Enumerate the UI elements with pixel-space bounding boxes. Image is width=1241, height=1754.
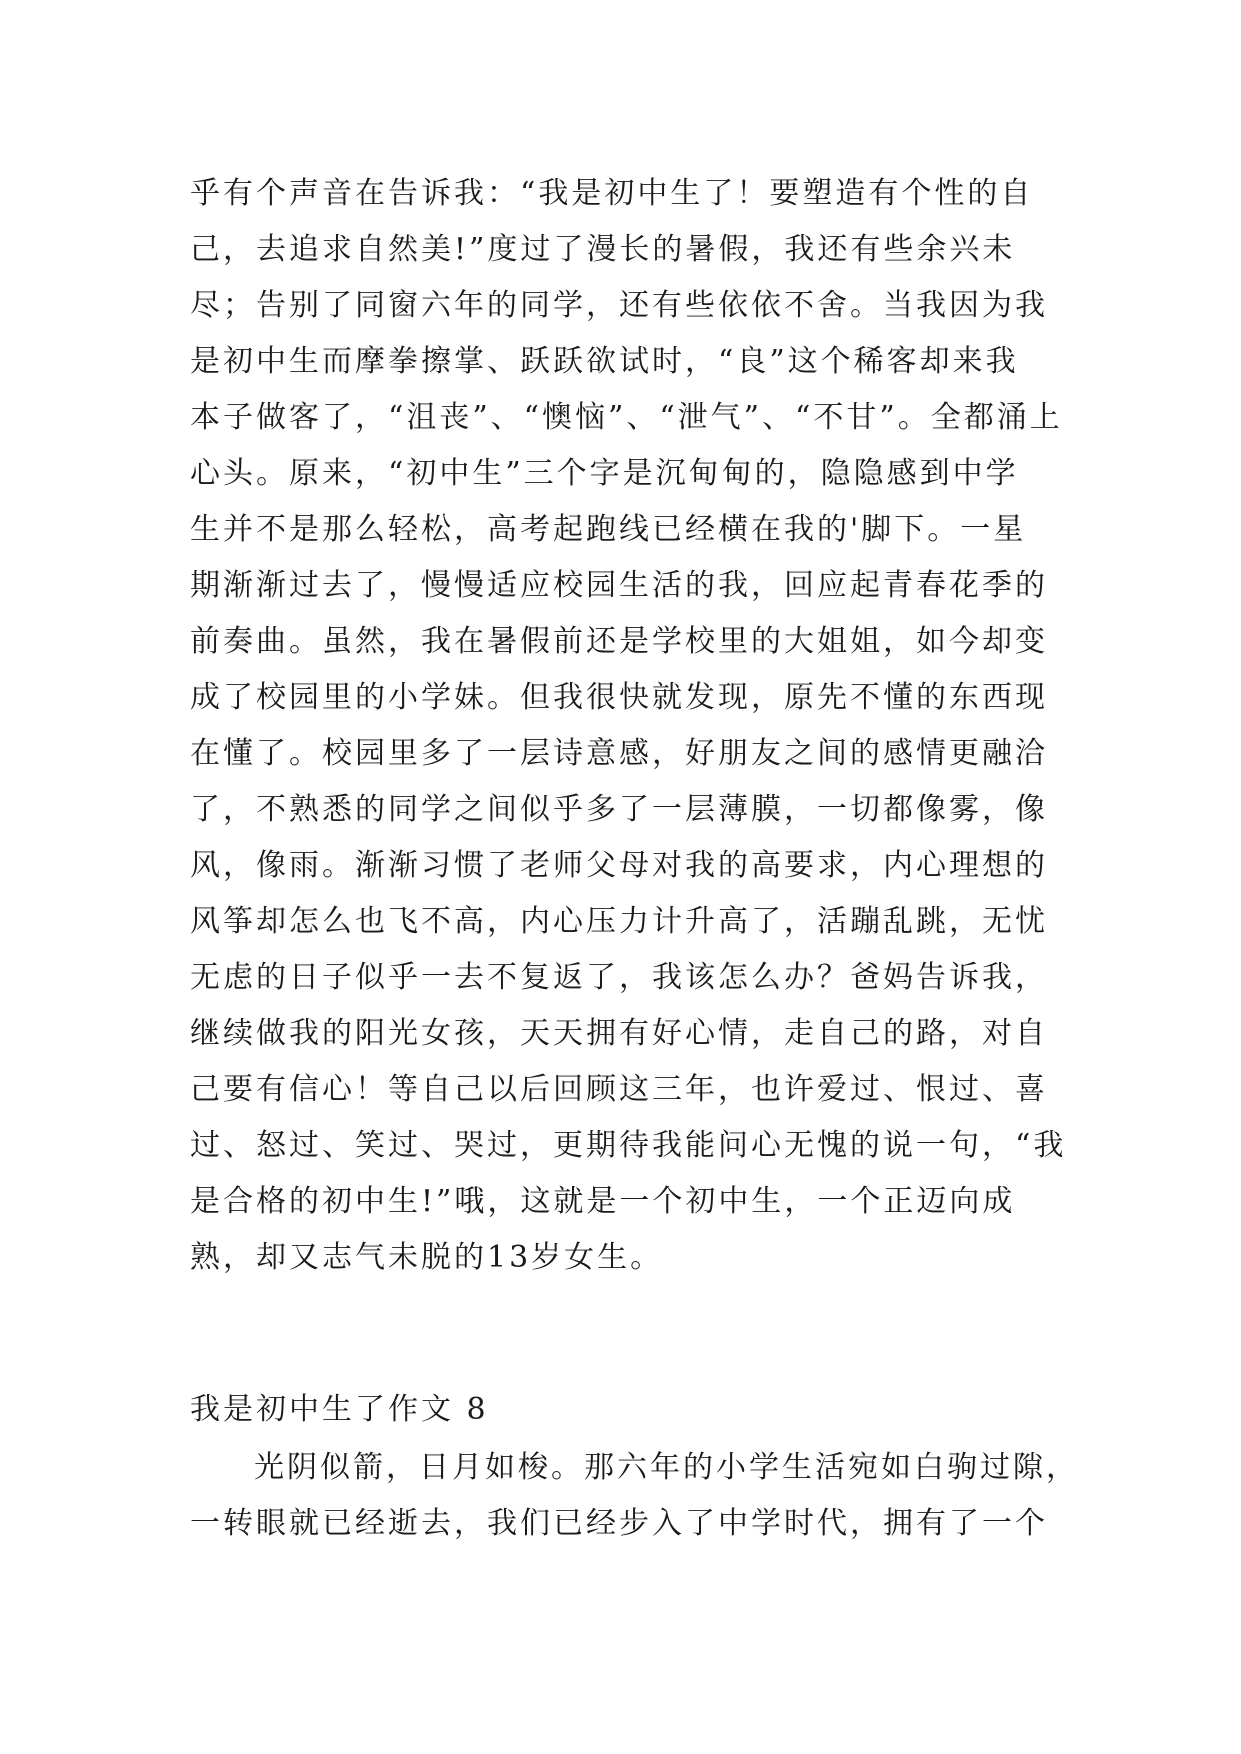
text-line: 在懂了。校园里多了一层诗意感，好朋友之间的感情更融洽 [190, 736, 1048, 771]
text-line: 光阴似箭，日月如梭。那六年的小学生活宛如白驹过隙， [254, 1450, 1079, 1485]
text-line: 风筝却怎么也飞不高，内心压力计升高了，活蹦乱跳，无忧 [190, 904, 1048, 939]
text-line: 乎有个声音在告诉我：“我是初中生了！要塑造有个性的自 [190, 176, 1034, 211]
text-line: 本子做客了，“沮丧”、“懊恼”、“泄气”、“不甘”。全都涌上 [190, 400, 1063, 435]
text-line: 继续做我的阳光女孩，天天拥有好心情，走自己的路，对自 [190, 1016, 1048, 1051]
text-line: 成了校园里的小学妹。但我很快就发现，原先不懂的东西现 [190, 680, 1048, 715]
text-line: 一转眼就已经逝去，我们已经步入了中学时代，拥有了一个 [190, 1506, 1048, 1541]
text-line: 期渐渐过去了，慢慢适应校园生活的我，回应起青春花季的 [190, 568, 1048, 603]
text-line: 己，去追求自然美!”度过了漫长的暑假，我还有些余兴未 [190, 232, 1016, 267]
text-line: 风，像雨。渐渐习惯了老师父母对我的高要求，内心理想的 [190, 848, 1048, 883]
text-line: 前奏曲。虽然，我在暑假前还是学校里的大姐姐，如今却变 [190, 624, 1048, 659]
essay-title [190, 1382, 1060, 1438]
text-line: 熟，却又志气未脱的13岁女生。 [190, 1240, 664, 1275]
essay-title-text: 我是初中生了作文 8 [190, 1392, 489, 1427]
text-line: 尽；告别了同窗六年的同学，还有些依依不舍。当我因为我 [190, 288, 1048, 323]
text-line: 过、怒过、笑过、哭过，更期待我能问心无愧的说一句，“我 [190, 1128, 1067, 1163]
next-essay-paragraph [190, 1440, 1079, 1552]
text-line: 是初中生而摩拳擦掌、跃跃欲试时，“良”这个稀客却来我 [190, 344, 1019, 379]
text-line: 己要有信心！等自己以后回顾这三年，也许爱过、恨过、喜 [190, 1072, 1048, 1107]
text-line: 心头。原来，“初中生”三个字是沉甸甸的，隐隐感到中学 [190, 456, 1019, 491]
text-line: 生并不是那么轻松，高考起跑线已经横在我的'脚下。一星 [190, 512, 1027, 547]
text-line: 是合格的初中生!”哦，这就是一个初中生，一个正迈向成 [190, 1184, 1016, 1219]
text-line: 了，不熟悉的同学之间似乎多了一层薄膜，一切都像雾，像 [190, 792, 1048, 827]
text-line: 无虑的日子似乎一去不复返了，我该怎么办？爸妈告诉我， [190, 960, 1048, 995]
essay-body-paragraph [190, 166, 1067, 1286]
